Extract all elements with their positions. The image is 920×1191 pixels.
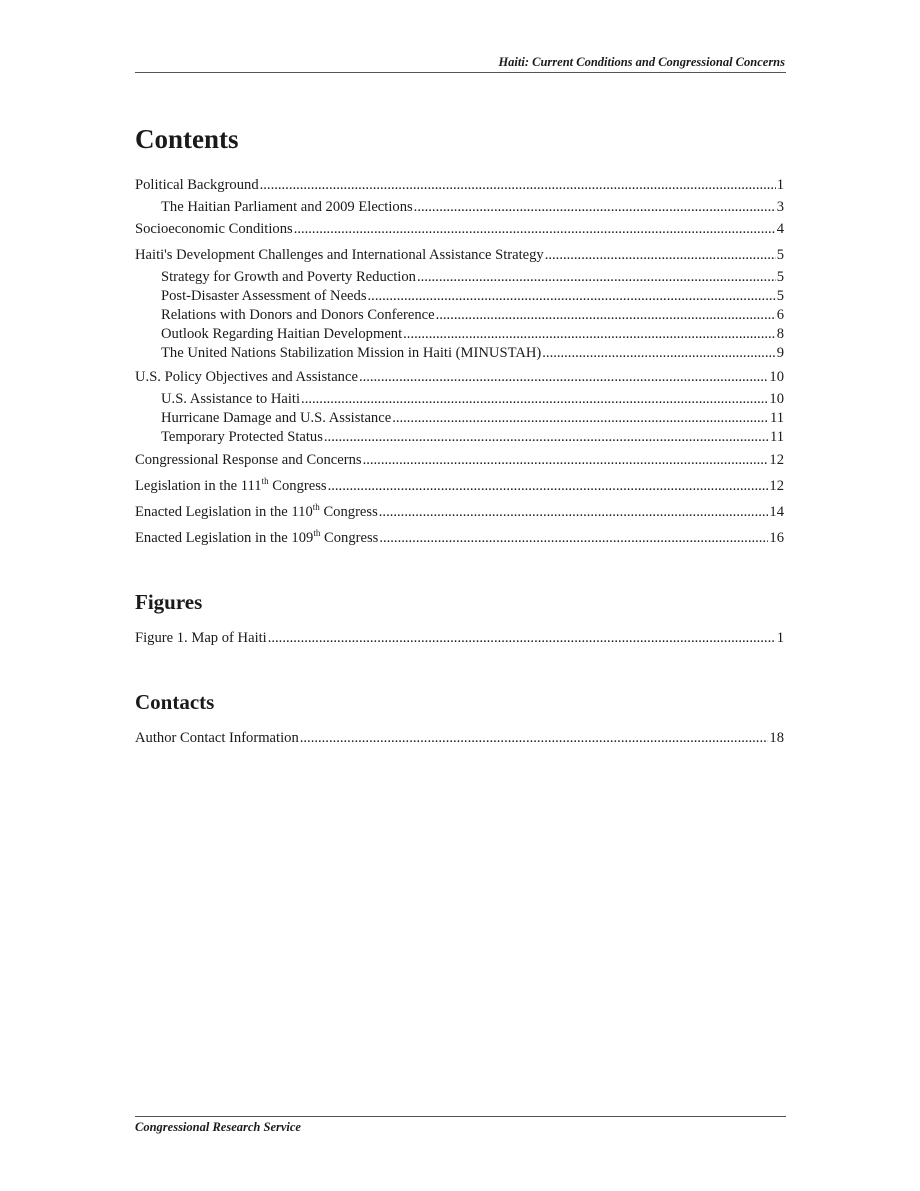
toc-entry-title: Relations with Donors and Donors Conference (161, 307, 435, 323)
toc-entry-page: 6 (776, 307, 784, 323)
toc-entry-title: Legislation in the 111th Congress (135, 476, 327, 494)
toc-entry-page: 4 (776, 221, 784, 237)
toc-leader-dots (359, 369, 768, 386)
toc-leader-dots (328, 478, 769, 495)
toc-entry-title: U.S. Assistance to Haiti (161, 391, 301, 407)
toc-entry[interactable] (161, 429, 784, 447)
toc-entry-title: Temporary Protected Status (161, 429, 323, 445)
toc-entry-title: Hurricane Damage and U.S. Assistance (161, 410, 392, 426)
toc-entry-title: Congressional Response and Concerns (135, 452, 362, 468)
toc-entry[interactable] (135, 504, 784, 522)
toc-entry-page: 5 (776, 269, 784, 285)
toc-entry-page: 14 (769, 504, 784, 520)
toc-leader-dots (542, 345, 775, 362)
toc-entry[interactable] (161, 345, 784, 363)
toc-entry-page: 9 (776, 345, 784, 361)
toc-entry-title: The Haitian Parliament and 2009 Elections (161, 199, 413, 215)
toc-entry[interactable] (161, 410, 784, 428)
toc-entry[interactable] (161, 326, 784, 344)
toc-leader-dots (403, 326, 776, 343)
toc-leader-dots (379, 530, 768, 547)
running-header: Haiti: Current Conditions and Congressional Concerns (498, 55, 785, 69)
figures-heading: Figures (135, 590, 203, 614)
toc-entry[interactable] (161, 199, 784, 217)
running-footer: Congressional Research Service (135, 1120, 301, 1134)
toc-entry-page: 3 (776, 199, 784, 215)
toc-entry-page: 1 (776, 630, 784, 646)
toc-entry-title: Enacted Legislation in the 110th Congress (135, 502, 378, 520)
toc-entry-title: Post-Disaster Assessment of Needs (161, 288, 367, 304)
toc-entry-title: U.S. Policy Objectives and Assistance (135, 369, 358, 385)
toc-leader-dots (545, 247, 776, 264)
toc-entry-title: Enacted Legislation in the 109th Congress (135, 528, 379, 546)
toc-leader-dots (294, 221, 776, 238)
toc-entry[interactable] (135, 247, 784, 265)
toc-entry-page: 5 (776, 247, 784, 263)
toc-entry[interactable] (135, 221, 784, 239)
toc-entry-title: Socioeconomic Conditions (135, 221, 293, 237)
toc-entry[interactable] (135, 177, 784, 195)
toc-entry-title: Author Contact Information (135, 730, 299, 746)
toc-entry[interactable] (135, 478, 784, 496)
contents-heading: Contents (135, 124, 239, 154)
toc-entry-page: 12 (769, 478, 784, 494)
toc-entry-page: 8 (776, 326, 784, 342)
toc-entry-page: 16 (769, 530, 784, 546)
toc-leader-dots (392, 410, 769, 427)
toc-entry-page: 11 (769, 410, 784, 426)
toc-entry-title: Outlook Regarding Haitian Development (161, 326, 403, 342)
toc-entry[interactable] (135, 630, 784, 648)
toc-leader-dots (436, 307, 776, 324)
toc-entry-title: Figure 1. Map of Haiti (135, 630, 267, 646)
toc-entry-page: 1 (776, 177, 784, 193)
toc-entry[interactable] (161, 307, 784, 325)
toc-leader-dots (301, 391, 768, 408)
toc-leader-dots (300, 730, 769, 747)
toc-entry-title: Strategy for Growth and Poverty Reduction (161, 269, 416, 285)
toc-leader-dots (379, 504, 769, 521)
toc-entry-title: Political Background (135, 177, 259, 193)
toc-leader-dots (324, 429, 769, 446)
contacts-heading: Contacts (135, 690, 215, 714)
toc-entry-page: 10 (769, 369, 784, 385)
footer-rule (135, 1116, 786, 1117)
toc-entry-page: 12 (769, 452, 784, 468)
header-rule (135, 72, 786, 73)
toc-entry-title: The United Nations Stabilization Mission in Haiti (MINUSTAH) (161, 345, 542, 361)
toc-entry[interactable] (135, 452, 784, 470)
toc-leader-dots (363, 452, 769, 469)
toc-leader-dots (268, 630, 776, 647)
toc-entry-page: 18 (769, 730, 784, 746)
toc-entry-page: 5 (776, 288, 784, 304)
toc-entry[interactable] (135, 530, 784, 548)
toc-entry[interactable] (135, 730, 784, 748)
toc-leader-dots (414, 199, 776, 216)
toc-entry[interactable] (135, 369, 784, 387)
toc-entry-title: Haiti's Development Challenges and International Assistance Strategy (135, 247, 544, 263)
toc-leader-dots (368, 288, 776, 305)
toc-entry[interactable] (161, 391, 784, 409)
toc-entry[interactable] (161, 288, 784, 306)
toc-entry[interactable] (161, 269, 784, 287)
toc-leader-dots (417, 269, 776, 286)
toc-entry-page: 10 (769, 391, 784, 407)
toc-entry-page: 11 (769, 429, 784, 445)
toc-leader-dots (260, 177, 776, 194)
